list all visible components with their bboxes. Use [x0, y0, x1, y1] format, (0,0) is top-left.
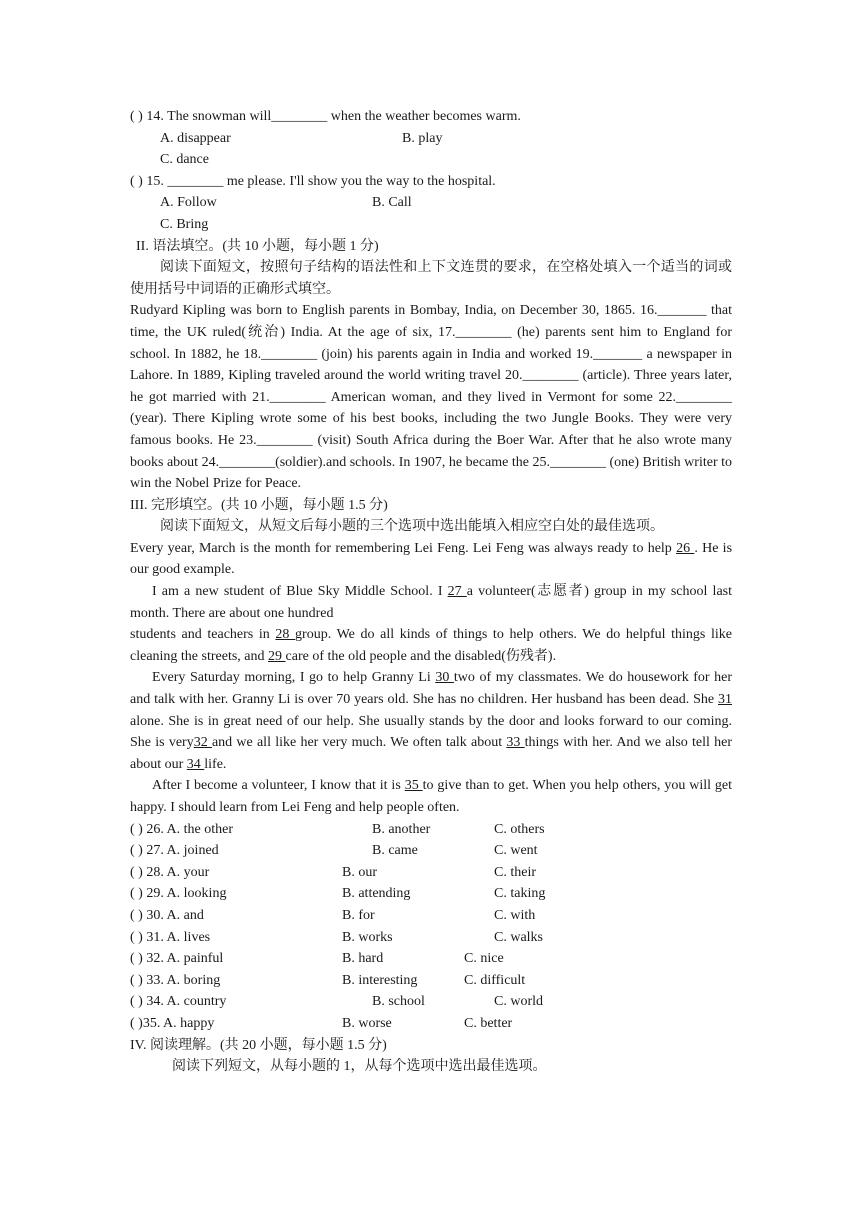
options-31: ( ) 31. A. lives B. works C. walks: [130, 929, 543, 945]
blank-32: 32: [193, 735, 212, 751]
options-29: ( ) 29. A. looking B. attending C. taking: [130, 886, 546, 902]
option-b: B. Call: [372, 195, 412, 211]
question-14: ( ) 14. The snowman will________ when the weather becomes warm.: [130, 109, 521, 124]
option-b: B. play: [402, 130, 443, 146]
blank-26: 26: [676, 540, 695, 556]
option-c: C. Bring: [160, 216, 209, 232]
section-4-instruction: 阅读下列短文，从每小题的 1，从每个选项中选出最佳选项。: [172, 1059, 547, 1075]
question-15-options: [130, 192, 732, 214]
blank-28: 28: [275, 627, 296, 643]
blank-27: 27: [447, 584, 467, 600]
question-15: ( ) 15. ________ me please. I'll show you the way to the hospital.: [130, 173, 496, 189]
option-c: C. dance: [160, 152, 209, 168]
cloze-paragraph-2: I am a new student of Blue Sky Middle School. I 27 a volunteer(志愿者) group in my school last month. There are about one hundred: [130, 584, 732, 621]
section-2-instruction: 阅读下面短文，按照句子结构的语法性和上下文连贯的要求，在空格处填入一个适当的词或使用括号中词语的正确形式填空。: [130, 260, 732, 297]
section-3-instruction: 阅读下面短文，从短文后每小题的三个选项中选出能填入相应空白处的最佳选项。: [160, 519, 664, 535]
blank-29: 29: [268, 648, 286, 664]
options-33: ( ) 33. A. boring B. interesting C. difficult: [130, 972, 526, 988]
blank-30: 30: [435, 670, 454, 686]
exam-page: [130, 106, 732, 1078]
options-30: ( ) 30. A. and B. for C. with: [130, 907, 536, 923]
cloze-paragraph-1: Every year, March is the month for remembering Lei Feng. Lei Feng was always ready to help 26 . He is our good example.: [130, 540, 733, 578]
cloze-paragraph-4: Every Saturday morning, I go to help Granny Li 30 two of my classmates. We do housework for her and talk with her. Granny Li is over 70 years old. She has no children. Her husband has been dead. She 31 alone. She is in great need of our help. She usually stands by the door and looks forward to our coming. She is very32 and we all like her very much. We often talk about 33 things with her. And we also tell her about our 34 life.: [130, 670, 733, 772]
options-26: ( ) 26. A. the other B. another C. others: [130, 821, 545, 837]
section-3-heading: III. 完形填空。(共 10 小题，每小题 1.5 分): [130, 497, 388, 513]
options-34: ( ) 34. A. country B. school C. world: [130, 994, 543, 1010]
option-a: A. Follow: [160, 195, 217, 211]
options-28: ( ) 28. A. your B. our C. their: [130, 864, 536, 880]
cloze-paragraph-5: After I become a volunteer, I know that it is 35 to give than to get. When you help others, you will get happy. I should learn from Lei Feng and help people often.: [130, 778, 733, 815]
option-a: A. disappear: [160, 130, 231, 146]
blank-35: 35: [404, 778, 423, 794]
section-2-passage: Rudyard Kipling was born to English parents in Bombay, India, on December 30, 1865. 16._______ that time, the UK ruled(统治) India. At the age of six, 17.________ (he) parents sent him to England for school. In 1882, he 18.________ (join) his parents again in India and worked 19._______ a newspaper in Lahore. In 1889, Kipling traveled around the world writing travel 20.________ (article). Three years later, he got married with 21.________ American woman, and they lived in Vermont for some 22.________ (year). There Kipling wrote some of his best books, including the two Jungle Books. They were very famous books. He 23.________ (visit) South Africa during the Boer War. After that he also wrote many books about 24.________(soldier).and schools. In 1907, he became the 25.________ (one) British writer to win the Nobel Prize for Peace.: [130, 303, 732, 492]
cloze-options: [130, 819, 732, 1035]
question-14-options: [130, 128, 732, 150]
options-27: ( ) 27. A. joined B. came C. went: [130, 843, 538, 859]
options-32: ( ) 32. A. painful B. hard C. nice: [130, 951, 504, 967]
blank-34: 34: [186, 756, 205, 772]
options-35: ( )35. A. happy B. worse C. better: [130, 1015, 513, 1031]
blank-33: 33: [506, 735, 525, 751]
cloze-paragraph-3: students and teachers in 28 group. We do all kinds of things to help others. We do helpful things like cleaning the streets, and 29 care of the old people and the disabled(伤残者).: [130, 627, 733, 664]
blank-31: 31: [718, 692, 732, 708]
section-4-heading: IV. 阅读理解。(共 20 小题，每小题 1.5 分): [130, 1037, 387, 1053]
section-2-heading: II. 语法填空。(共 10 小题，每小题 1 分): [136, 238, 379, 254]
